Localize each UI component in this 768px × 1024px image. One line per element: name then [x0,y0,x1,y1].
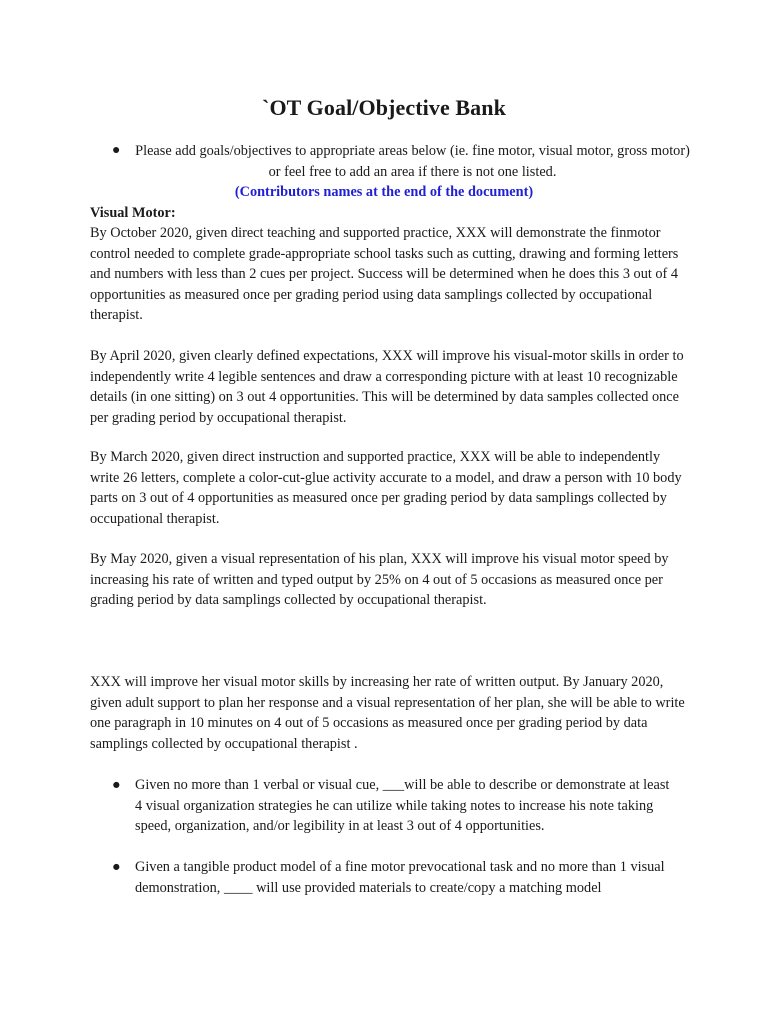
list-item-text: Given no more than 1 verbal or visual cue, ___will be able to describe or demonstrate at least 4 visual organization strategies he can utilize while taking notes to increase his note taking speed, organization, and/or legibility in at least 3 out of 4 opportunities. [135,777,670,834]
intro-bullet-text: Please add goals/objectives to appropriate areas below (ie. fine motor, visual motor, gross motor) or feel free to add an area if there is not one listed. [135,143,690,180]
intro-bullet [112,141,692,182]
bullet-dot-icon: ● [112,777,121,793]
list-item [112,857,677,898]
bullet-dot-icon: ● [112,143,121,158]
bullet-dot-icon: ● [112,859,121,875]
list-item [112,775,677,837]
goal-paragraph: By May 2020, given a visual representation of his plan, XXX will improve his visual motor speed by increasing his rate of written and typed output by 25% on 4 out of 5 occasions as measured once per grading period by data samplings collected by occupational therapist. [90,551,669,608]
goal-paragraph: By October 2020, given direct teaching and supported practice, XXX will demonstrate the finmotor control needed to complete grade-appropriate school tasks such as cutting, drawing and forming letters and numbers with less than 2 cues per project. Success will be determined when he does this 3 out of 4 opportunities as measured once per grading period using data samplings collected by occupational therapist. [90,225,679,323]
contributors-note: (Contributors names at the end of the document) [234,184,534,200]
document-title: `OT Goal/Objective Bank [262,95,506,120]
section-heading-visual-motor: Visual Motor: [90,205,176,221]
goal-paragraph: By April 2020, given clearly defined expectations, XXX will improve his visual-motor skills in order to independently write 4 legible sentences and draw a corresponding picture with at least 10 recognizable details (in one sitting) on 3 out 4 opportunities. This will be determined by data samples collected once per grading period by occupational therapist. [90,348,684,426]
list-item-text: Given a tangible product model of a fine motor prevocational task and no more than 1 visual demonstration, ____ will use provided materials to create/copy a matching model [135,859,665,896]
goal-paragraph: By March 2020, given direct instruction and supported practice, XXX will be able to independently write 26 letters, complete a color-cut-glue activity accurate to a model, and draw a person with 10 body parts on 3 out of 4 opportunities as measured once per grading period by data samplings collected by occupational therapist. [90,449,682,527]
goal-paragraph: XXX will improve her visual motor skills by increasing her rate of written output. By January 2020, given adult support to plan her response and a visual representation of her plan, she will be able to write one paragraph in 10 minutes on 4 out of 5 occasions as measured once per grading period by data samplings collected by occupational therapist . [90,674,685,752]
